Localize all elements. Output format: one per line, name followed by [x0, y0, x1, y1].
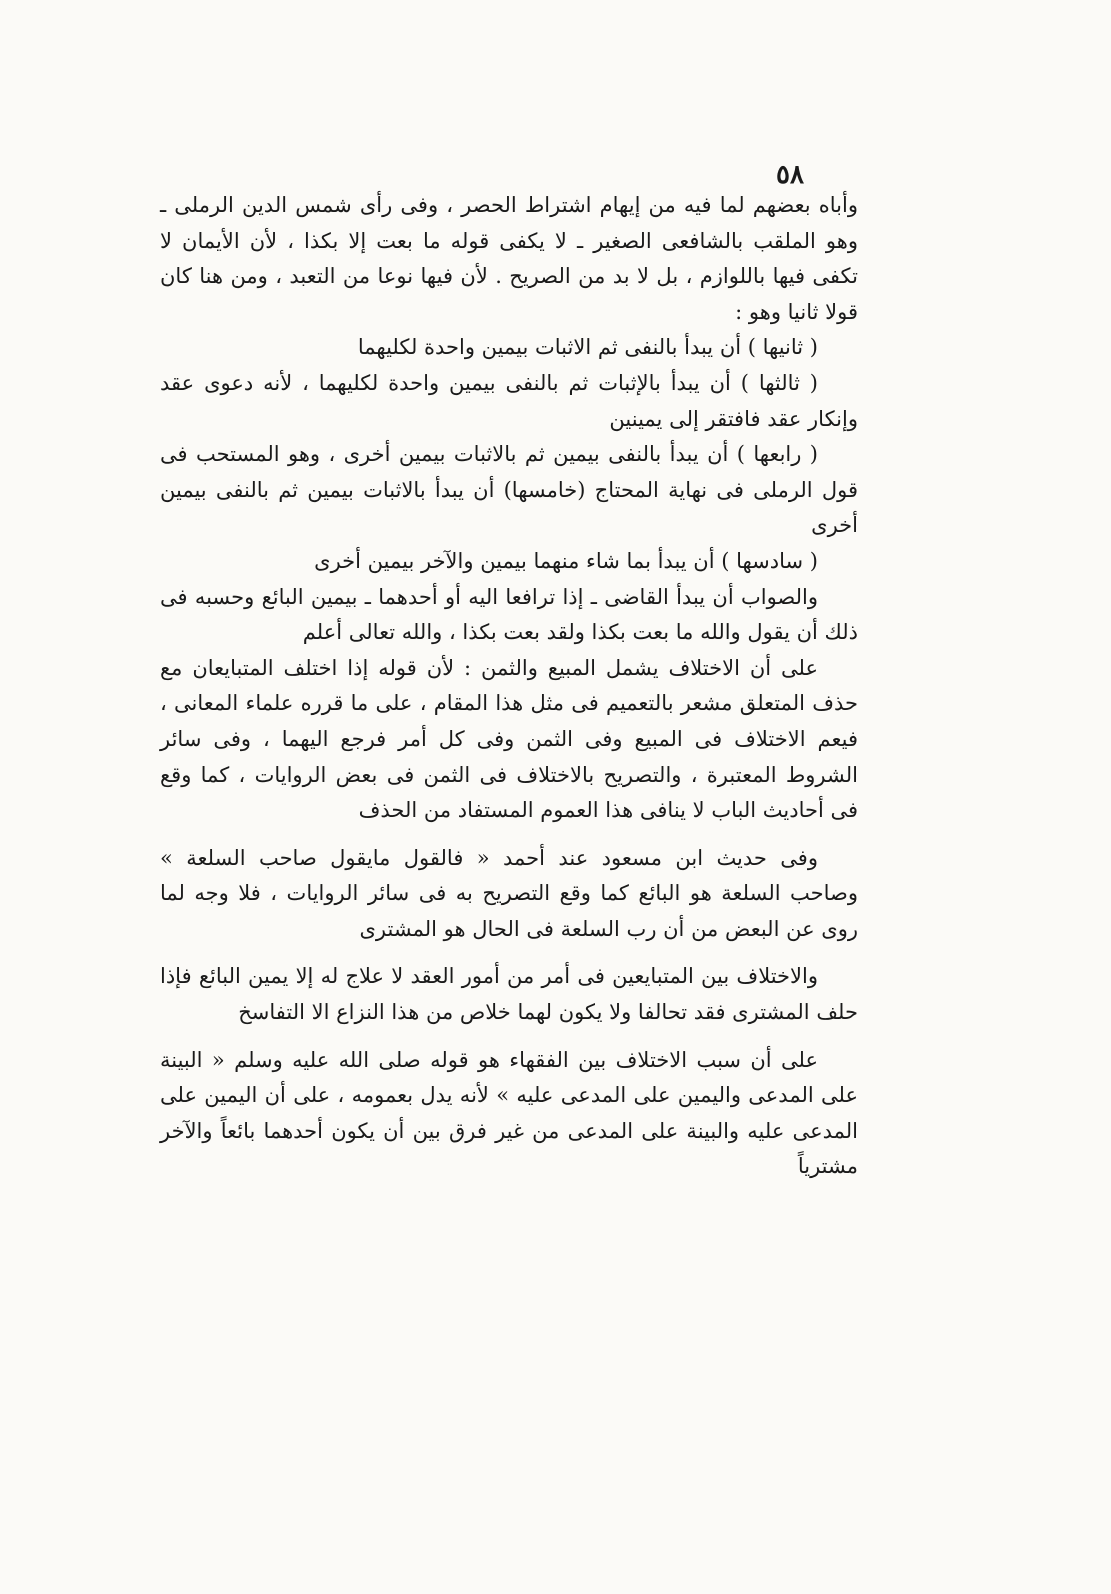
paragraph: ( رابعها ) أن يبدأ بالنفى بيمين ثم بالاثبات بيمين أخرى ، وهو المستحب فى قول الرملى فى نهاية المحتاج (خامسها) أن يبدأ بالاثبات بيمين ثم بالنفى بيمين أخرى	[160, 442, 858, 538]
paragraph: على أن سبب الاختلاف بين الفقهاء هو قوله صلى الله عليه وسلم « البينة على المدعى واليمين على المدعى عليه » لأنه يدل بعمومه ، على أن اليمين على المدعى عليه والبينة على المدعى من غير فرق بين أن يكون أحدهما بائعاً والآخر مشترياً	[160, 1047, 858, 1179]
body-text	[160, 188, 858, 1185]
paragraph: ( ثانيها ) أن يبدأ بالنفى ثم الاثبات بيمين واحدة لكليهما	[357, 335, 818, 360]
paragraph: ( ثالثها ) أن يبدأ بالإثبات ثم بالنفى بيمين واحدة لكليهما ، لأنه دعوى عقد وإنكار عقد فافتقر إلى يمينين	[160, 370, 858, 431]
paragraph: والاختلاف بين المتبايعين فى أمر من أمور العقد لا علاج له إلا يمين البائع فإذا حلف المشترى فقد تحالفا ولا يكون لهما خلاص من هذا النزاع الا التفاسخ	[160, 964, 858, 1025]
paragraph: والصواب أن يبدأ القاضى ـ إذا ترافعا اليه أو أحدهما ـ بيمين البائع وحسبه فى ذلك أن يقول والله ما بعت بكذا ولقد بعت بكذا ، والله تعالى أعلم	[160, 584, 858, 645]
paragraph: على أن الاختلاف يشمل المبيع والثمن : لأن قوله إذا اختلف المتبايعان مع حذف المتعلق مشعر بالتعميم فى مثل هذا المقام ، على ما قرره علماء المعانى ، فيعم الاختلاف فى المبيع وفى الثمن وفى كل أمر فرجع اليهما ، وفى سائر الشروط المعتبرة ، والتصريح بالاختلاف فى الثمن فى بعض الروايات ، كما وقع فى أحاديث الباب لا ينافى هذا العموم المستفاد من الحذف	[160, 655, 858, 823]
paragraph: وفى حديث ابن مسعود عند أحمد « فالقول مايقول صاحب السلعة » وصاحب السلعة هو البائع كما وقع التصريح به فى سائر الروايات ، فلا وجه لما روى عن البعض من أن رب السلعة فى الحال هو المشترى	[160, 845, 858, 941]
page-number: ٥٨	[776, 160, 804, 190]
paragraph: ( سادسها ) أن يبدأ بما شاء منهما بيمين والآخر بيمين أخرى	[314, 548, 818, 573]
paragraph: وأباه بعضهم لما فيه من إيهام اشتراط الحصر ، وفى رأى شمس الدين الرملى ـ وهو الملقب بالشافعى الصغير ـ لا يكفى قوله ما بعت إلا بكذا ، لأن الأيمان لا تكفى فيها باللوازم ، بل لا بد من الصريح . لأن فيها نوعا من التعبد ، ومن هنا كان قولا ثانيا وهو :	[160, 193, 858, 324]
